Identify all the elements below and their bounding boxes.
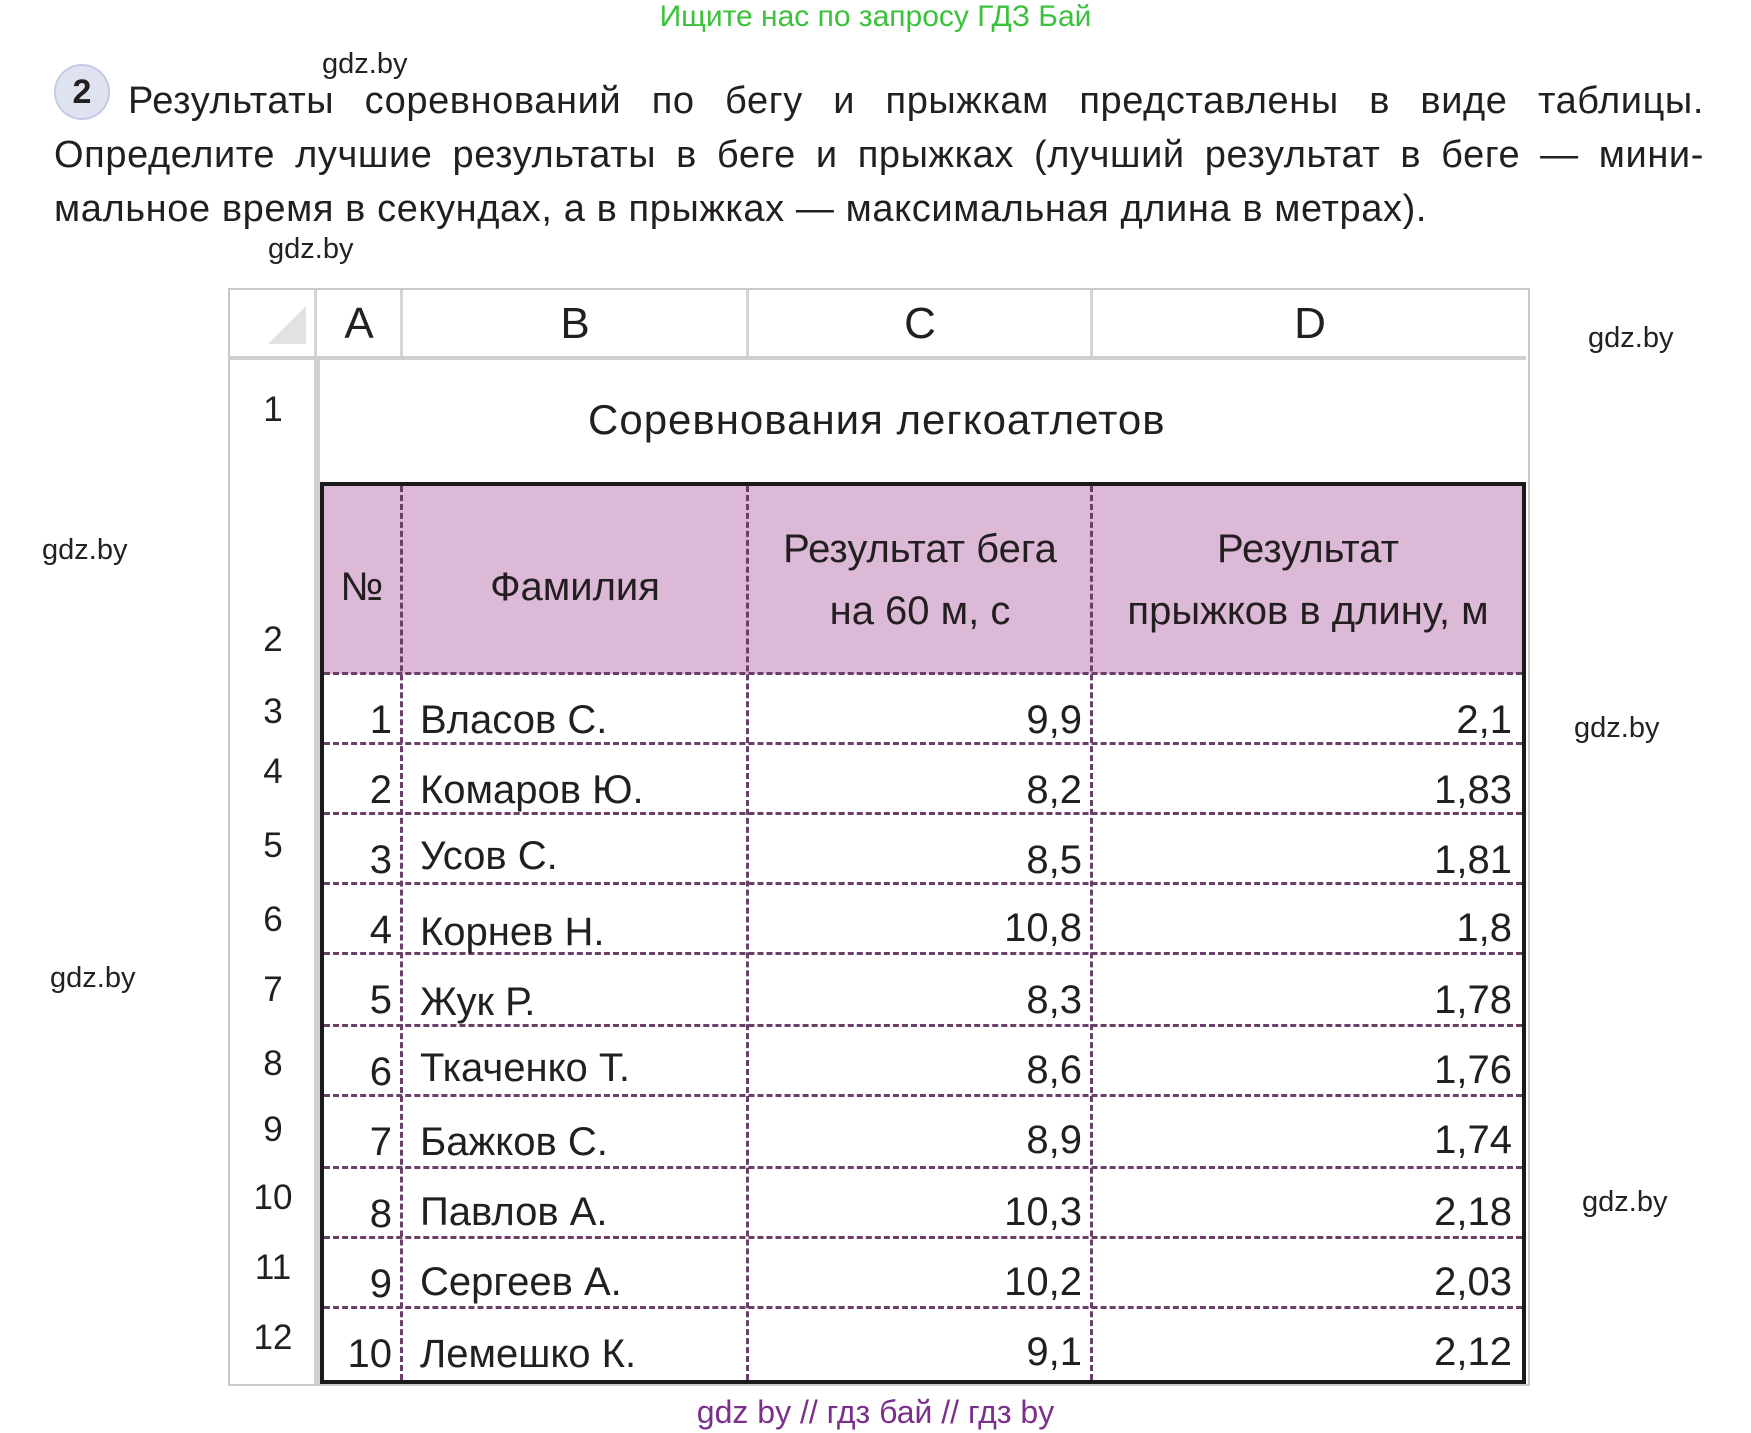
cell-number[interactable]: 3 [369,838,392,882]
row-header[interactable]: 11 [254,1248,292,1287]
column-separator [1090,290,1093,360]
cell-jump[interactable]: 1,76 [1434,1048,1512,1092]
cell-run[interactable]: 8,2 [1026,768,1082,812]
watermark: gdz.by [1582,1186,1668,1218]
column-header-c[interactable]: C [750,290,1090,358]
column-divider [400,486,403,1380]
watermark: gdz.by [322,48,408,80]
row-divider [324,1236,1522,1239]
cell-number[interactable]: 8 [369,1192,392,1236]
watermark: gdz.by [268,233,354,265]
row-header[interactable]: 7 [263,970,283,1009]
cell-jump[interactable]: 2,12 [1434,1330,1512,1374]
sheet-title: Соревнования легкоатлетов [588,396,1166,443]
header-run-line2: на 60 м, с [829,589,1011,633]
watermark: gdz.by [42,534,128,566]
header-run-line1: Результат бега [783,527,1057,571]
watermark: gdz.by [50,962,136,994]
cell-surname[interactable]: Власов С. [420,698,608,742]
task-text-line3: мальное время в секундах, а в прыжках — максимальная длина в метрах). [54,188,1427,230]
title-cell[interactable] [320,360,1526,482]
row-header[interactable]: 12 [253,1318,293,1357]
cell-number[interactable]: 4 [369,908,392,952]
column-header-b[interactable]: B [404,290,746,358]
cell-jump[interactable]: 1,83 [1434,768,1512,812]
column-separator [314,290,317,360]
cell-jump[interactable]: 1,81 [1434,838,1512,882]
cell-jump[interactable]: 2,18 [1434,1190,1512,1234]
row-header[interactable]: 8 [263,1044,283,1083]
cell-surname[interactable]: Павлов А. [420,1190,608,1234]
cell-number[interactable]: 2 [369,768,392,812]
row-header[interactable]: 6 [263,900,283,939]
row-header[interactable]: 2 [263,620,283,659]
cell-run[interactable]: 9,9 [1026,698,1082,742]
cell-number[interactable]: 9 [369,1262,392,1306]
cell-surname[interactable]: Лемешко К. [420,1332,637,1376]
cell-number[interactable]: 5 [369,978,392,1022]
cell-number[interactable]: 7 [369,1120,392,1164]
row-header[interactable]: 10 [253,1178,293,1217]
header-number: № [340,565,384,609]
task-text-line1: Результаты соревнований по бегу и прыжкам представлены в виде таблицы. [128,80,1704,122]
cell-surname[interactable]: Ткаченко Т. [420,1046,631,1090]
row-header[interactable]: 9 [263,1110,283,1149]
cell-run[interactable]: 9,1 [1026,1330,1082,1374]
row-divider [324,1094,1522,1097]
cell-jump[interactable]: 1,8 [1456,906,1512,950]
column-separator [400,290,403,360]
header-surname: Фамилия [490,565,660,609]
cell-number[interactable]: 10 [347,1332,392,1376]
cell-jump[interactable]: 1,74 [1434,1118,1512,1162]
column-header-d[interactable]: D [1094,290,1526,358]
top-banner: Ищите нас по запросу ГДЗ Бай [659,0,1092,33]
cell-run[interactable]: 10,3 [1004,1190,1082,1234]
cell-run[interactable]: 8,6 [1026,1048,1082,1092]
header-jump-line2: прыжков в длину, м [1127,589,1489,633]
cell-number[interactable]: 6 [369,1050,392,1094]
row-header[interactable]: 1 [263,390,283,429]
row-header[interactable]: 3 [263,692,283,731]
cell-run[interactable]: 8,3 [1026,978,1082,1022]
cell-surname[interactable]: Бажков С. [420,1120,608,1164]
row-divider [324,1166,1522,1169]
column-separator [746,290,749,360]
row-header[interactable]: 5 [263,826,283,865]
select-all-corner[interactable] [268,306,306,344]
header-jump-line1: Результат [1217,527,1399,571]
cell-number[interactable]: 1 [369,698,392,742]
cell-run[interactable]: 10,2 [1004,1260,1082,1304]
row-header[interactable]: 4 [263,752,283,791]
cell-run[interactable]: 8,5 [1026,838,1082,882]
cell-surname[interactable]: Усов С. [420,834,558,878]
row-divider [324,1306,1522,1309]
watermark: gdz.by [1588,322,1674,354]
task-number-badge: 2 [54,64,110,120]
watermark: gdz.by [1574,712,1660,744]
cell-jump[interactable]: 2,03 [1434,1260,1512,1304]
column-header-a[interactable]: A [318,290,400,358]
cell-surname[interactable]: Корнев Н. [420,910,605,954]
column-divider [746,486,749,1380]
cell-run[interactable]: 10,8 [1004,906,1082,950]
cell-surname[interactable]: Сергеев А. [420,1260,622,1304]
footer-links[interactable]: gdz by // гдз бай // гдз by [696,1394,1055,1430]
row-divider [324,672,1522,675]
cell-jump[interactable]: 1,78 [1434,978,1512,1022]
task-text-line2: Определите лучшие результаты в беге и прыжках (лучший результат в беге — мини- [54,134,1704,176]
column-divider [1090,486,1093,1380]
cell-jump[interactable]: 2,1 [1456,698,1512,742]
cell-run[interactable]: 8,9 [1026,1118,1082,1162]
cell-surname[interactable]: Жук Р. [420,980,536,1024]
cell-surname[interactable]: Комаров Ю. [420,768,644,812]
